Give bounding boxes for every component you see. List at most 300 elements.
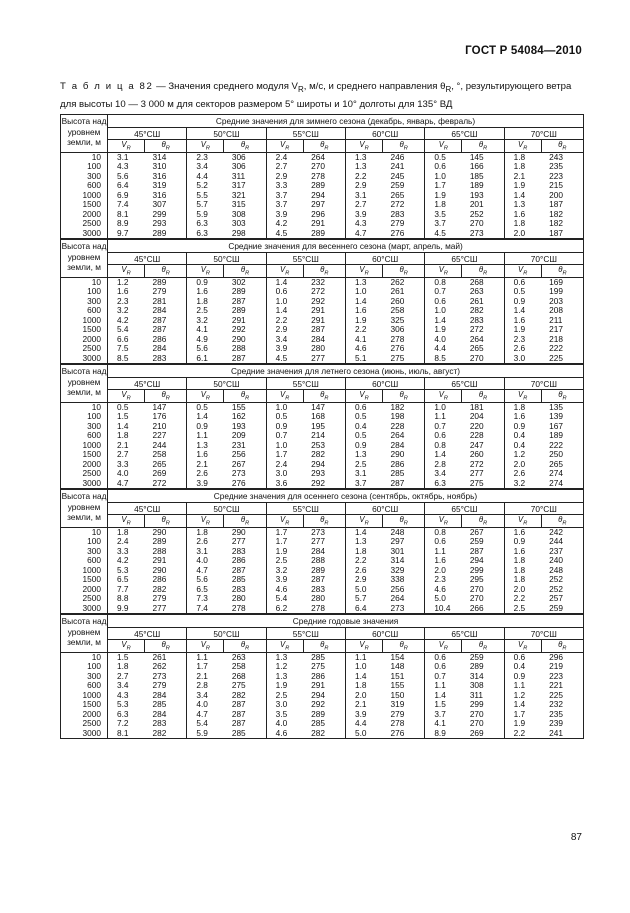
height-cell: 300	[61, 172, 108, 182]
subheader-symbol: V	[438, 140, 444, 149]
speed-cell: 0.7	[425, 287, 462, 297]
season-table	[60, 614, 584, 739]
season-title: Средние значения для зимнего сезона (декабрь, январь, февраль)	[108, 115, 584, 128]
direction-cell: 222	[541, 344, 583, 354]
subheader-subscript: R	[126, 520, 131, 527]
height-cell: 1000	[61, 566, 108, 576]
direction-cell: 319	[152, 180, 167, 191]
direction-cell: 285	[311, 718, 325, 729]
height-cell: 1500	[61, 700, 108, 710]
height-cell: 300	[61, 422, 108, 432]
speed-cell: 4.4	[345, 719, 382, 729]
direction-cell: 291	[311, 305, 325, 316]
direction-cell: 282	[469, 305, 484, 316]
speed-cell: 1.2	[266, 662, 303, 672]
speed-cell: 1.4	[425, 450, 462, 460]
table-row	[61, 229, 584, 239]
speed-cell: 2.8	[187, 681, 224, 691]
latitude-zone-header: 60°СШ	[345, 378, 424, 390]
speed-cell: 2.3	[108, 297, 145, 307]
direction-subheader	[224, 640, 266, 653]
direction-cell: 259	[390, 180, 405, 191]
speed-cell: 1.4	[345, 527, 382, 537]
speed-cell: 4.3	[108, 162, 145, 172]
direction-cell: 295	[469, 574, 484, 585]
subheader-subscript: R	[483, 270, 488, 277]
direction-cell: 274	[541, 479, 583, 489]
direction-cell: 283	[231, 583, 246, 594]
speed-subheader	[108, 515, 145, 528]
speed-cell: 6.9	[108, 191, 145, 201]
season-table	[60, 239, 584, 364]
direction-cell: 284	[152, 343, 167, 354]
speed-cell: 3.0	[266, 700, 303, 710]
direction-cell: 283	[390, 208, 405, 219]
speed-cell: 1.8	[504, 162, 541, 172]
direction-cell: 155	[231, 401, 246, 412]
direction-cell: 265	[541, 460, 583, 470]
direction-cell: 277	[469, 468, 484, 479]
speed-cell: 10.4	[425, 604, 462, 614]
direction-cell: 285	[390, 468, 405, 479]
direction-subheader	[303, 265, 345, 278]
height-cell: 10	[61, 402, 108, 412]
speed-cell: 5.6	[108, 172, 145, 182]
latitude-zone-header: 45°СШ	[108, 128, 187, 140]
speed-cell: 2.3	[187, 152, 224, 162]
direction-cell: 291	[311, 314, 325, 325]
speed-cell: 6.3	[187, 219, 224, 229]
height-cell: 10	[61, 152, 108, 162]
subheader-symbol: V	[359, 640, 365, 650]
height-cell: 10	[61, 277, 108, 287]
speed-cell: 0.5	[425, 152, 462, 162]
direction-subheader	[224, 515, 266, 528]
subheader-subscript: R	[403, 145, 408, 152]
subheader-subscript: R	[403, 645, 408, 652]
direction-cell: 299	[152, 208, 167, 219]
subheader-subscript: R	[443, 270, 448, 277]
direction-cell: 294	[311, 189, 325, 200]
speed-cell: 2.2	[345, 325, 382, 335]
table-row	[61, 604, 584, 614]
direction-cell: 276	[382, 729, 424, 739]
subheader-symbol: θ	[161, 265, 166, 275]
direction-subheader	[382, 640, 424, 653]
caption-text2: , м/с, и среднего направления θ	[303, 81, 446, 92]
speed-cell: 3.2	[108, 306, 145, 316]
speed-cell: 5.0	[345, 729, 382, 739]
direction-cell: 303	[231, 218, 246, 229]
speed-cell: 1.0	[425, 172, 462, 182]
height-cell: 2500	[61, 344, 108, 354]
speed-cell: 4.7	[187, 710, 224, 720]
direction-cell: 289	[231, 305, 246, 316]
subheader-subscript: R	[285, 270, 290, 277]
speed-cell: 4.7	[345, 229, 382, 239]
subheader-subscript: R	[205, 645, 210, 652]
speed-cell: 1.8	[504, 556, 541, 566]
direction-cell: 232	[311, 276, 325, 287]
direction-cell: 299	[469, 564, 484, 575]
speed-cell: 1.4	[108, 422, 145, 432]
speed-cell: 0.6	[425, 297, 462, 307]
speed-cell: 3.7	[266, 191, 303, 201]
direction-subheader	[462, 515, 504, 528]
speed-cell: 5.6	[187, 344, 224, 354]
subheader-subscript: R	[483, 520, 488, 527]
subheader-symbol: θ	[558, 140, 563, 149]
direction-cell: 282	[303, 729, 345, 739]
speed-subheader	[187, 515, 224, 528]
speed-cell: 1.5	[108, 412, 145, 422]
speed-cell: 0.5	[345, 412, 382, 422]
subheader-symbol: V	[359, 390, 365, 400]
direction-cell: 314	[152, 151, 167, 162]
direction-cell: 162	[231, 411, 246, 422]
speed-subheader	[425, 515, 462, 528]
speed-cell: 1.8	[187, 297, 224, 307]
height-column-header: Высота над уровнем земли, м	[61, 490, 108, 528]
subheader-subscript: R	[245, 270, 250, 277]
speed-cell: 5.5	[187, 191, 224, 201]
direction-cell: 286	[390, 458, 405, 469]
speed-cell: 1.4	[345, 672, 382, 682]
speed-cell: 2.9	[266, 172, 303, 182]
speed-cell: 0.9	[187, 277, 224, 287]
speed-cell: 1.6	[504, 527, 541, 537]
subheader-symbol: V	[200, 390, 206, 400]
subheader-subscript: R	[245, 145, 250, 152]
height-cell: 300	[61, 547, 108, 557]
speed-cell: 1.8	[504, 575, 541, 585]
speed-cell: 2.0	[504, 460, 541, 470]
height-column-header: Высота над уровнем земли, м	[61, 615, 108, 653]
speed-subheader	[108, 640, 145, 653]
speed-cell: 2.5	[266, 691, 303, 701]
direction-cell: 168	[311, 411, 325, 422]
speed-cell: 1.9	[504, 325, 541, 335]
direction-cell: 273	[382, 604, 424, 614]
direction-cell: 294	[311, 689, 325, 700]
direction-cell: 289	[145, 229, 187, 239]
subheader-symbol: θ	[240, 515, 246, 525]
speed-cell: 2.7	[266, 162, 303, 172]
wind-data-tables	[60, 114, 581, 739]
speed-cell: 1.1	[425, 547, 462, 557]
subheader-symbol: V	[359, 515, 365, 525]
direction-cell: 286	[152, 333, 167, 344]
height-cell: 100	[61, 162, 108, 172]
direction-subheader	[382, 140, 424, 153]
speed-cell: 3.7	[345, 479, 382, 489]
direction-cell: 293	[152, 218, 167, 229]
direction-cell: 135	[541, 402, 583, 412]
direction-cell: 232	[541, 700, 583, 710]
speed-cell: 4.2	[108, 556, 145, 566]
direction-cell: 265	[469, 343, 484, 354]
direction-subheader	[541, 515, 583, 528]
season-title: Средние значения для весеннего сезона (март, апрель, май)	[108, 240, 584, 253]
direction-cell: 259	[469, 651, 484, 662]
speed-cell: 3.7	[266, 200, 303, 210]
speed-cell: 8.1	[108, 210, 145, 220]
subheader-symbol: θ	[399, 515, 404, 525]
subheader-subscript: R	[523, 520, 528, 527]
height-cell: 1500	[61, 200, 108, 210]
speed-cell: 7.5	[108, 344, 145, 354]
direction-cell: 279	[152, 593, 167, 604]
subheader-subscript: R	[126, 395, 131, 402]
speed-cell: 1.4	[266, 277, 303, 287]
speed-cell: 4.7	[187, 566, 224, 576]
direction-cell: 287	[311, 324, 325, 335]
direction-cell: 314	[469, 670, 484, 681]
direction-cell: 283	[145, 354, 187, 364]
speed-cell: 1.9	[504, 719, 541, 729]
speed-cell: 0.6	[425, 652, 462, 662]
direction-cell: 264	[469, 333, 484, 344]
speed-cell: 2.2	[504, 594, 541, 604]
subheader-symbol: V	[518, 140, 524, 149]
direction-cell: 281	[152, 295, 167, 306]
speed-subheader	[266, 640, 303, 653]
speed-cell: 1.2	[108, 277, 145, 287]
speed-cell: 1.3	[345, 537, 382, 547]
subheader-subscript: R	[523, 270, 528, 277]
direction-subheader	[224, 140, 266, 153]
direction-cell: 139	[541, 412, 583, 422]
direction-cell: 259	[469, 536, 484, 547]
direction-cell: 289	[311, 708, 325, 719]
speed-cell: 8.9	[108, 219, 145, 229]
subheader-subscript: R	[443, 520, 448, 527]
speed-cell: 1.1	[425, 412, 462, 422]
subheader-symbol: V	[438, 265, 444, 275]
direction-subheader	[382, 265, 424, 278]
direction-cell: 317	[231, 180, 246, 191]
height-column-header: Высота над уровнем земли, м	[61, 240, 108, 278]
speed-cell: 0.5	[345, 431, 382, 441]
direction-cell: 292	[231, 324, 246, 335]
speed-cell: 6.3	[187, 229, 224, 239]
direction-cell: 145	[469, 151, 484, 162]
direction-cell: 291	[311, 218, 325, 229]
height-cell: 3000	[61, 229, 108, 239]
direction-cell: 181	[469, 401, 484, 412]
direction-cell: 257	[541, 594, 583, 604]
direction-cell: 282	[231, 689, 246, 700]
speed-cell: 6.3	[108, 710, 145, 720]
speed-cell: 1.9	[266, 681, 303, 691]
speed-cell: 1.5	[108, 652, 145, 662]
speed-cell: 2.2	[345, 172, 382, 182]
speed-cell: 1.8	[187, 527, 224, 537]
direction-cell: 291	[311, 680, 325, 691]
speed-cell: 1.1	[345, 652, 382, 662]
direction-cell: 270	[462, 354, 504, 364]
speed-cell: 5.4	[108, 325, 145, 335]
speed-cell: 6.1	[187, 354, 224, 364]
speed-cell: 1.8	[504, 219, 541, 229]
direction-cell: 287	[152, 314, 167, 325]
direction-cell: 248	[541, 566, 583, 576]
speed-cell: 1.8	[108, 527, 145, 537]
direction-cell: 210	[152, 420, 167, 431]
direction-cell: 308	[469, 680, 484, 691]
speed-cell: 6.2	[266, 604, 303, 614]
speed-cell: 4.5	[266, 229, 303, 239]
direction-cell: 325	[390, 314, 405, 325]
speed-cell: 0.8	[425, 277, 462, 287]
direction-cell: 147	[152, 401, 167, 412]
direction-subheader	[303, 140, 345, 153]
speed-cell: 1.0	[345, 662, 382, 672]
subheader-symbol: V	[280, 640, 286, 650]
direction-cell: 199	[541, 287, 583, 297]
subheader-symbol: V	[121, 515, 127, 525]
speed-cell: 7.4	[108, 200, 145, 210]
direction-subheader	[541, 640, 583, 653]
subheader-symbol: θ	[478, 265, 484, 275]
direction-cell: 189	[469, 180, 484, 191]
latitude-zone-header: 50°СШ	[187, 128, 266, 140]
subheader-symbol: θ	[240, 390, 246, 400]
direction-cell: 243	[541, 152, 583, 162]
speed-cell: 2.3	[504, 335, 541, 345]
speed-cell: 2.2	[504, 729, 541, 739]
direction-cell: 285	[152, 699, 167, 710]
speed-cell: 2.1	[345, 700, 382, 710]
direction-cell: 221	[541, 681, 583, 691]
speed-cell: 1.4	[425, 316, 462, 326]
direction-cell: 244	[152, 439, 167, 450]
speed-cell: 0.6	[425, 162, 462, 172]
speed-subheader	[108, 265, 145, 278]
direction-cell: 215	[541, 181, 583, 191]
direction-subheader	[224, 390, 266, 403]
direction-subheader	[462, 390, 504, 403]
direction-cell: 287	[231, 295, 246, 306]
speed-cell: 1.8	[504, 152, 541, 162]
subheader-subscript: R	[165, 395, 170, 402]
direction-cell: 275	[311, 661, 325, 672]
direction-cell: 167	[541, 422, 583, 432]
speed-cell: 1.8	[108, 431, 145, 441]
direction-cell: 225	[541, 691, 583, 701]
speed-cell: 7.4	[187, 604, 224, 614]
direction-cell: 266	[462, 604, 504, 614]
direction-cell: 286	[152, 574, 167, 585]
direction-cell: 147	[311, 401, 325, 412]
direction-cell: 284	[152, 689, 167, 700]
direction-cell: 289	[469, 661, 484, 672]
speed-cell: 0.4	[504, 431, 541, 441]
direction-subheader	[462, 640, 504, 653]
direction-cell: 284	[390, 439, 405, 450]
speed-cell: 0.6	[504, 652, 541, 662]
subheader-symbol: θ	[320, 390, 325, 400]
speed-cell: 8.9	[425, 729, 462, 739]
subheader-subscript: R	[562, 270, 567, 277]
speed-cell: 1.8	[504, 402, 541, 412]
subheader-subscript: R	[364, 270, 369, 277]
speed-cell: 2.0	[345, 691, 382, 701]
speed-cell: 3.1	[108, 152, 145, 162]
direction-cell: 291	[152, 555, 167, 566]
speed-subheader	[425, 265, 462, 278]
direction-cell: 319	[390, 699, 405, 710]
table-caption	[60, 79, 585, 112]
direction-cell: 284	[311, 333, 325, 344]
table-row	[61, 479, 584, 489]
speed-cell: 4.0	[108, 469, 145, 479]
speed-subheader	[108, 140, 145, 153]
speed-cell: 3.2	[266, 566, 303, 576]
direction-cell: 154	[390, 651, 405, 662]
speed-cell: 3.2	[504, 479, 541, 489]
speed-cell: 4.6	[425, 585, 462, 595]
speed-cell: 0.5	[266, 412, 303, 422]
direction-cell: 272	[311, 286, 325, 297]
speed-cell: 2.6	[345, 566, 382, 576]
direction-cell: 235	[541, 710, 583, 720]
caption-sub1: R	[297, 84, 304, 94]
height-cell: 10	[61, 527, 108, 537]
speed-cell: 1.8	[345, 547, 382, 557]
direction-cell: 329	[390, 564, 405, 575]
direction-cell: 264	[311, 151, 325, 162]
direction-cell: 222	[541, 441, 583, 451]
direction-cell: 227	[152, 430, 167, 441]
speed-subheader	[345, 390, 382, 403]
height-cell: 1000	[61, 691, 108, 701]
direction-cell: 235	[541, 162, 583, 172]
direction-cell: 316	[152, 189, 167, 200]
direction-cell: 182	[390, 401, 405, 412]
speed-cell: 1.7	[266, 537, 303, 547]
latitude-zone-header: 70°СШ	[504, 253, 583, 265]
speed-cell: 9.9	[108, 604, 145, 614]
speed-cell: 0.9	[504, 672, 541, 682]
speed-cell: 4.0	[266, 719, 303, 729]
subheader-symbol: V	[200, 140, 206, 149]
direction-cell: 261	[469, 295, 484, 306]
subheader-subscript: R	[562, 145, 567, 152]
direction-cell: 270	[469, 593, 484, 604]
direction-cell: 285	[231, 574, 246, 585]
speed-cell: 4.6	[266, 585, 303, 595]
height-cell: 2500	[61, 219, 108, 229]
direction-cell: 279	[152, 286, 167, 297]
speed-cell: 1.3	[345, 162, 382, 172]
speed-cell: 1.7	[504, 710, 541, 720]
subheader-subscript: R	[324, 270, 329, 277]
direction-cell: 263	[231, 651, 246, 662]
speed-cell: 4.4	[187, 172, 224, 182]
latitude-zone-header: 50°СШ	[187, 378, 266, 390]
subheader-subscript: R	[324, 520, 329, 527]
speed-cell: 2.5	[504, 604, 541, 614]
subheader-subscript: R	[205, 395, 210, 402]
latitude-zone-header: 70°СШ	[504, 628, 583, 640]
speed-cell: 3.7	[425, 710, 462, 720]
speed-cell: 3.3	[108, 460, 145, 470]
direction-cell: 239	[541, 719, 583, 729]
direction-cell: 219	[541, 662, 583, 672]
direction-cell: 290	[231, 333, 246, 344]
height-cell: 100	[61, 662, 108, 672]
